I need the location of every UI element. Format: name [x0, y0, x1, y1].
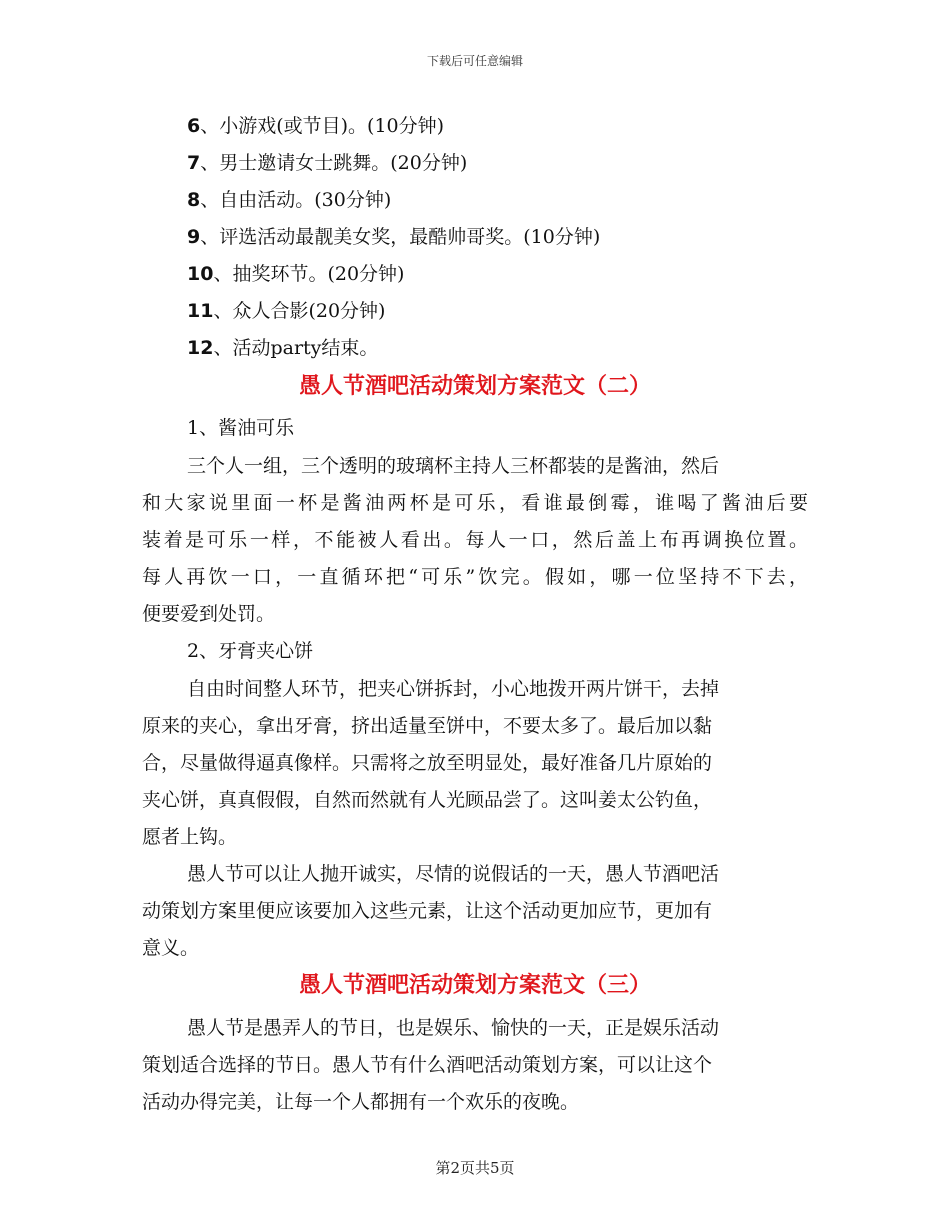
paragraph-line: 策划适合选择的节日。愚人节有什么酒吧活动策划方案，可以让这个	[142, 1054, 713, 1076]
list-text: 、抽奖环节。(20分钟)	[213, 263, 405, 285]
list-item	[187, 150, 467, 176]
page-footer: 第2页共5页	[435, 1159, 515, 1177]
item-title: 1、酱油可乐	[187, 417, 295, 439]
section-heading: 愚人节酒吧活动策划方案范文（二）	[298, 373, 651, 399]
paragraph-line: 装着是可乐一样，不能被人看出。每人一口，然后盖上布再调换位置。	[142, 529, 808, 551]
paragraph-line: 合，尽量做得逼真像样。只需将之放至明显处，最好准备几片原始的	[142, 752, 713, 774]
paragraph-line: 活动办得完美，让每一个人都拥有一个欢乐的夜晚。	[142, 1091, 580, 1113]
paragraph-line: 愚人节可以让人抛开诚实，尽情的说假话的一天，愚人节酒吧活	[187, 863, 720, 885]
paragraph-line: 原来的夹心，拿出牙膏，挤出适量至饼中，不要太多了。最后加以黏	[142, 715, 713, 737]
list-text: 、男士邀请女士跳舞。(20分钟)	[200, 152, 468, 174]
list-item	[187, 187, 391, 213]
list-number: 11	[187, 300, 214, 322]
list-number: 7	[187, 152, 201, 174]
list-text: 、评选活动最靓美女奖，最酷帅哥奖。(10分钟)	[200, 226, 601, 248]
list-item	[187, 224, 600, 250]
list-number: 12	[187, 337, 214, 359]
list-number: 6	[187, 115, 201, 137]
paragraph-line: 和大家说里面一杯是酱油两杯是可乐，看谁最倒霉，谁喝了酱油后要	[142, 492, 808, 514]
paragraph-line: 每人再饮一口，一直循环把“可乐”饮完。假如，哪一位坚持不下去，	[142, 566, 808, 588]
item-title: 2、牙膏夹心饼	[187, 640, 314, 662]
list-item	[187, 113, 444, 139]
paragraph-line: 夹心饼，真真假假，自然而然就有人光顾品尝了。这叫姜太公钓鱼，	[142, 789, 713, 811]
list-item	[187, 335, 378, 361]
page-header: 下载后可任意编辑	[426, 54, 523, 68]
list-text: 、自由活动。(30分钟)	[200, 189, 392, 211]
list-number: 9	[187, 226, 201, 248]
paragraph-line: 三个人一组，三个透明的玻璃杯主持人三杯都装的是酱油，然后	[187, 455, 720, 477]
paragraph-line: 愚人节是愚弄人的节日，也是娱乐、愉快的一天，正是娱乐活动	[187, 1017, 720, 1039]
list-item	[187, 298, 385, 324]
paragraph-line: 意义。	[142, 937, 200, 959]
paragraph-line: 自由时间整人环节，把夹心饼拆封，小心地拨开两片饼干，去掉	[187, 678, 720, 700]
list-number: 10	[187, 263, 214, 285]
list-item	[187, 261, 404, 287]
section-heading: 愚人节酒吧活动策划方案范文（三）	[298, 972, 651, 998]
paragraph-line: 动策划方案里便应该要加入这些元素，让这个活动更加应节，更加有	[142, 900, 713, 922]
paragraph-line: 便要爱到处罚。	[142, 603, 276, 625]
list-text: 、小游戏(或节目)。(10分钟)	[200, 115, 445, 137]
paragraph-line: 愿者上钩。	[142, 826, 238, 848]
list-number: 8	[187, 189, 201, 211]
list-text: 、活动party结束。	[213, 337, 379, 359]
list-text: 、众人合影(20分钟)	[213, 300, 386, 322]
